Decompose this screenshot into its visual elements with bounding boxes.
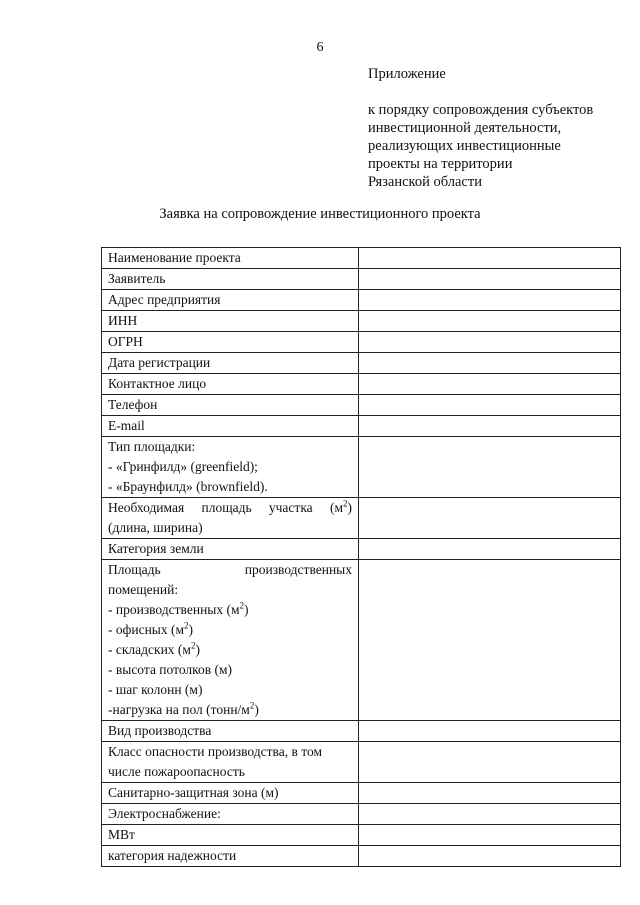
field-label: МВт — [102, 825, 359, 846]
field-label: Категория земли — [102, 539, 359, 560]
field-value[interactable] — [359, 846, 621, 867]
appendix-label: Приложение — [368, 66, 446, 82]
table-row — [102, 846, 621, 867]
table-row — [102, 395, 621, 416]
field-value[interactable] — [359, 539, 621, 560]
table-row — [102, 269, 621, 290]
field-value[interactable] — [359, 269, 621, 290]
field-label: ОГРН — [102, 332, 359, 353]
table-row — [102, 498, 621, 539]
field-value[interactable] — [359, 742, 621, 783]
field-value[interactable] — [359, 783, 621, 804]
table-row — [102, 539, 621, 560]
field-value[interactable] — [359, 332, 621, 353]
field-label: ИНН — [102, 311, 359, 332]
field-label: Адрес предприятия — [102, 290, 359, 311]
field-value[interactable] — [359, 353, 621, 374]
field-label: E-mail — [102, 416, 359, 437]
field-label: Санитарно-защитная зона (м) — [102, 783, 359, 804]
document-title: Заявка на сопровождение инвестиционного проекта — [159, 206, 481, 222]
table-row — [102, 437, 621, 498]
field-label: категория надежности — [102, 846, 359, 867]
field-label: Наименование проекта — [102, 248, 359, 269]
page-number: 6 — [316, 40, 324, 55]
field-value[interactable] — [359, 248, 621, 269]
appendix-line: реализующих инвестиционные — [368, 138, 561, 154]
field-value[interactable] — [359, 311, 621, 332]
table-row — [102, 374, 621, 395]
field-value[interactable] — [359, 560, 621, 721]
appendix-line: инвестиционной деятельности, — [368, 120, 562, 136]
field-value[interactable] — [359, 825, 621, 846]
field-label: Дата регистрации — [102, 353, 359, 374]
table-row — [102, 290, 621, 311]
field-label-hazard: Класс опасности производства, в том числе пожароопасность — [102, 742, 359, 783]
field-value[interactable] — [359, 804, 621, 825]
field-value[interactable] — [359, 416, 621, 437]
field-label: Телефон — [102, 395, 359, 416]
table-row — [102, 311, 621, 332]
field-label-premises: Площадь производственных помещений: - производственных $(м^2)$ - офисных $(м^2)$ - складских $(м^2)$ - высота потолков (м) - шаг колонн (м) -нагрузка на пол $(тонн/м^2)$ — [102, 560, 359, 721]
table-row — [102, 825, 621, 846]
table-row — [102, 332, 621, 353]
table-row — [102, 248, 621, 269]
field-value[interactable] — [359, 437, 621, 498]
table-row — [102, 721, 621, 742]
appendix-line: Рязанской области — [368, 174, 482, 190]
field-label: Контактное лицо — [102, 374, 359, 395]
field-value[interactable] — [359, 721, 621, 742]
table-row — [102, 783, 621, 804]
table-row — [102, 742, 621, 783]
field-value[interactable] — [359, 395, 621, 416]
appendix-line: к порядку сопровождения субъектов — [368, 102, 594, 118]
application-form-table — [101, 247, 621, 867]
field-label: Электроснабжение: — [102, 804, 359, 825]
field-value[interactable] — [359, 290, 621, 311]
table-row — [102, 804, 621, 825]
table-row — [102, 560, 621, 721]
field-label: Вид производства — [102, 721, 359, 742]
table-row — [102, 353, 621, 374]
field-value[interactable] — [359, 374, 621, 395]
field-label-area: Необходимая площадь участка $(м^2)$ (длина, ширина) — [102, 498, 359, 539]
field-label-site-type: Тип площадки: - «Гринфилд» (greenfield); - «Браунфилд» (brownfield). — [102, 437, 359, 498]
appendix-line: проекты на территории — [368, 156, 513, 172]
field-label: Заявитель — [102, 269, 359, 290]
field-value[interactable] — [359, 498, 621, 539]
appendix-block — [368, 65, 628, 191]
table-row — [102, 416, 621, 437]
